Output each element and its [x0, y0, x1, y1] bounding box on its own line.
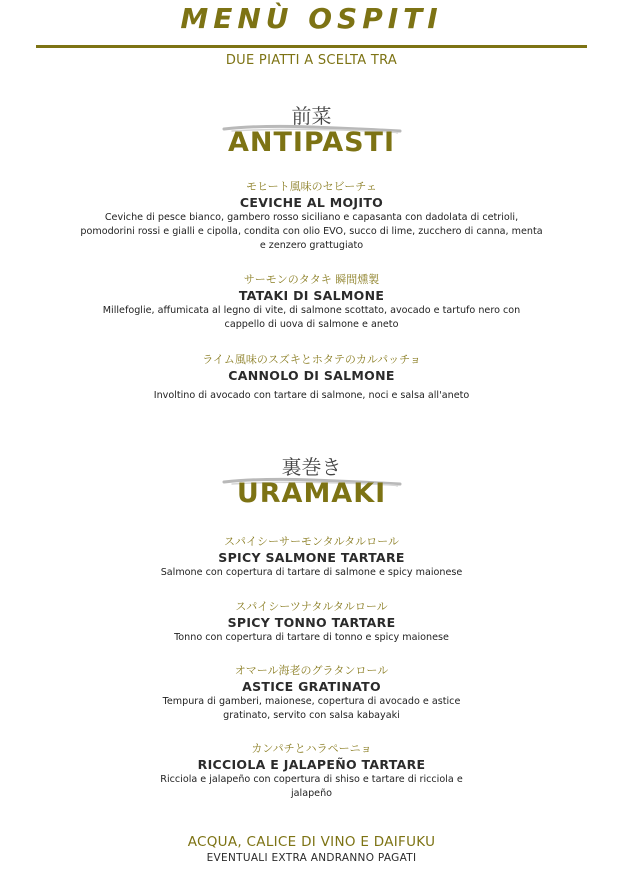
footer-included: ACQUA, CALICE DI VINO E DAIFUKU	[187, 834, 436, 850]
menu-item-desc: Ceviche di pesce bianco, gambero rosso siciliano e capasanta con dadolata di cetrioli, pomodorini rossi e gialli e cipolla, condita con olio EVO, succo di lime, zucchero di canna, menta e zenzero grattugiato	[80, 212, 543, 251]
menu-item-jp: ライム風味のスズキとホタテのカルパッチョ	[202, 353, 421, 366]
menu-item-jp: スパイシーサーモンタルタルロール	[224, 535, 399, 548]
menu-item-desc: Salmone con copertura di tartare di salmone e spicy maionese	[160, 567, 463, 578]
section-title: URAMAKI	[236, 478, 387, 509]
menu-item	[90, 272, 533, 332]
menu-item-name: ASTICE GRATINATO	[242, 679, 381, 694]
menu-item	[80, 352, 543, 403]
section-jp-title: 前菜	[291, 104, 332, 128]
section-antipasti-header	[0, 104, 623, 158]
menu-item-desc: Involtino di avocado con tartare di salmone, noci e salsa all'aneto	[153, 390, 470, 401]
menu-item-desc: Tempura di gamberi, maionese, copertura di avocado e astice gratinato, servito con salsa kabayaki	[162, 696, 461, 721]
menu-item-name: RICCIOLA E JALAPEÑO TARTARE	[197, 757, 426, 772]
section-uramaki-header	[0, 455, 623, 509]
menu-item	[140, 663, 483, 723]
menu-item-desc: Ricciola e jalapeño con copertura di shiso e tartare di ricciola e jalapeño	[160, 774, 463, 799]
menu-item-jp: オマール海老のグラタンロール	[234, 664, 389, 677]
menu-item-name: CANNOLO DI SALMONE	[228, 368, 395, 383]
page-subtitle: DUE PIATTI A SCELTA TRA	[225, 53, 398, 68]
page-title: MENÙ OSPITI	[180, 2, 443, 35]
menu-item-name: SPICY SALMONE TARTARE	[218, 550, 405, 565]
menu-item-desc: Millefoglie, affumicata al legno di vite, di salmone scottato, avocado e tartufo nero con cappello di uova di salmone e aneto	[102, 305, 521, 330]
menu-item-jp: モヒート風味のセビーチェ	[246, 180, 377, 193]
menu-item-jp: サーモンのタタキ 瞬間燻製	[243, 273, 380, 286]
menu-item-name: SPICY TONNO TARTARE	[227, 615, 396, 630]
menu-item-name: TATAKI DI SALMONE	[238, 288, 385, 303]
menu-item-jp: カンパチとハラペーニョ	[251, 742, 372, 755]
menu-item	[80, 179, 543, 253]
menu-item	[80, 599, 543, 645]
footer-note: EVENTUALI EXTRA ANDRANNO PAGATI	[206, 852, 417, 864]
section-title: ANTIPASTI	[227, 127, 396, 158]
menu-item-desc: Tonno con copertura di tartare di tonno e spicy maionese	[174, 632, 449, 643]
title-divider	[36, 45, 587, 48]
section-jp-title: 裏巻き	[281, 455, 342, 479]
menu-item	[140, 741, 483, 801]
menu-item-jp: スパイシーツナタルタルロール	[235, 600, 388, 613]
menu-item-name: CEVICHE AL MOJITO	[239, 195, 384, 210]
menu-item	[80, 534, 543, 580]
